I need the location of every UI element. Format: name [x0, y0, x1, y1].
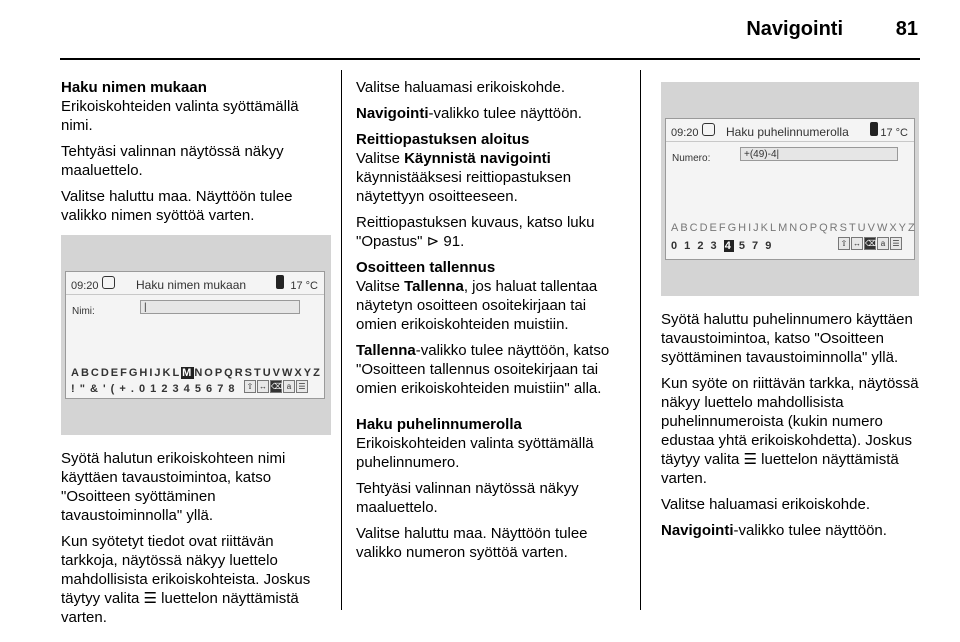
paragraph: Valitse haluamasi erikoiskohde. — [661, 496, 870, 513]
paragraph: Syötä halutun erikoiskohteen nimi käyttäen tavaustoimintoa, katso "Osoitteen syöttäminen tavaustoiminnolla" yllä. — [61, 450, 286, 524]
paragraph: Navigointi-valikko tulee näyttöön. — [661, 522, 887, 539]
cursor-arrows-icon[interactable]: ↔ — [259, 382, 267, 391]
paragraph: Reittiopastuksen kuvaus, katso luku "Opastus" ⊳ 91. — [356, 214, 595, 250]
cursor-arrows-icon[interactable]: ↔ — [853, 239, 861, 248]
page-number: 81 — [895, 18, 918, 40]
column-2 — [356, 78, 626, 569]
screen-title: Haku puhelinnumerolla — [726, 125, 849, 139]
section-heading: Haku puhelinnumerolla — [356, 416, 522, 433]
paragraph: Valitse Tallenna, jos haluat tallentaa näytetyn osoitteen osoitekirjaan tai omien erikoiskohteiden muistiin. — [356, 278, 598, 333]
column-divider — [341, 70, 342, 610]
name-input[interactable]: | — [140, 300, 300, 314]
number-input[interactable]: +(49)-4| — [740, 147, 898, 161]
keyboard-row-symbols[interactable]: ! " & ' ( + . 0 1 2 3 4 5 6 7 8 — [71, 383, 236, 395]
paragraph: Tehtyäsi valinnan näytössä näkyy maaluettelo. — [356, 480, 579, 516]
keyboard-row-letters[interactable]: ABCDEFGHIJKLMNOPQRSTUVWXYZ — [71, 367, 322, 379]
paragraph: Kun syötetyt tiedot ovat riittävän tarkkoja, näytössä näkyy luettelo mahdollisista erikoiskohteista. Joskus täytyy valita ☰ luettelon näyttämistä varten. — [61, 533, 311, 626]
screen-title: Haku nimen mukaan — [136, 278, 247, 292]
clock-time: 09:20 — [71, 280, 99, 292]
case-toggle-icon[interactable]: a — [877, 237, 889, 250]
menu-name: Navigointi — [661, 522, 734, 539]
paragraph: Kun syöte on riittävän tarkka, näytössä näkyy luettelo mahdollisista puhelinnumeroista (kukin numero edustaa yhtä erikoiskohdetta). Joskus täytyy valita ☰ luettelon näyttämistä varten. — [661, 375, 919, 487]
clock-icon — [102, 276, 115, 289]
backspace-icon[interactable]: ⌫ — [271, 382, 283, 391]
header-rule — [60, 58, 920, 60]
column-1 — [61, 78, 331, 634]
clock-time: 09:20 — [671, 127, 699, 139]
screenshot-phone-search — [661, 82, 919, 296]
screen-status-bar — [66, 272, 324, 295]
list-icon[interactable]: ☰ — [890, 237, 902, 250]
chapter-title: Navigointi — [746, 18, 843, 40]
keyboard-controls — [244, 380, 308, 393]
menu-item-name: Tallenna — [404, 278, 464, 295]
case-toggle-icon[interactable]: a — [283, 380, 295, 393]
column-divider — [640, 70, 641, 610]
paragraph: Valitse haluttu maa. Näyttöön tulee valikko numeron syöttöä varten. — [356, 525, 588, 561]
display-screen — [65, 271, 325, 399]
paragraph: Erikoiskohteiden valinta syöttämällä nimi. — [61, 98, 299, 134]
display-screen — [665, 118, 915, 260]
paragraph: Tehtyäsi valinnan näytössä näkyy maaluettelo. — [61, 143, 284, 179]
paragraph: Valitse haluamasi erikoiskohde. — [356, 79, 565, 96]
menu-item-name: Käynnistä navigointi — [404, 150, 551, 167]
selected-key[interactable]: M — [182, 367, 194, 379]
field-label: Numero: — [672, 153, 711, 164]
keyboard-row-digits[interactable]: 0 1 2 3 4 5 7 9 — [671, 240, 774, 252]
paragraph: Erikoiskohteiden valinta syöttämällä puhelinnumero. — [356, 435, 594, 471]
column-3 — [661, 78, 919, 547]
menu-name: Navigointi — [356, 105, 429, 122]
paragraph: Valitse Käynnistä navigointi käynnistääksesi reittiopastuksen näytettyyn osoitteeseen. — [356, 150, 572, 205]
thermometer-icon — [276, 275, 284, 289]
temperature: 17 °C — [880, 127, 908, 139]
thermometer-icon — [870, 122, 878, 136]
page-header — [0, 0, 960, 60]
shift-icon[interactable]: ⇧ — [838, 237, 850, 250]
section-heading: Reittiopastuksen aloitus — [356, 131, 530, 148]
list-icon[interactable]: ☰ — [296, 380, 308, 393]
screenshot-name-search — [61, 235, 331, 435]
temperature: 17 °C — [290, 280, 318, 292]
paragraph: Tallenna-valikko tulee näyttöön, katso "Osoitteen tallennus osoitekirjaan tai omien erikoiskohteiden muistiin" alla. — [356, 342, 610, 397]
menu-name: Tallenna — [356, 342, 416, 359]
screen-status-bar — [666, 119, 914, 142]
clock-icon — [702, 123, 715, 136]
section-heading: Haku nimen mukaan — [61, 79, 207, 96]
backspace-icon[interactable]: ⌫ — [865, 239, 877, 248]
paragraph: Valitse haluttu maa. Näyttöön tulee valikko nimen syöttöä varten. — [61, 188, 293, 224]
keyboard-row-letters[interactable]: ABCDEFGHIJKLMNOPQRSTUVWXYZ — [671, 222, 917, 234]
field-label: Nimi: — [72, 306, 95, 317]
paragraph: Navigointi-valikko tulee näyttöön. — [356, 105, 582, 122]
paragraph: Syötä haluttu puhelinnumero käyttäen tavaustoimintoa, katso "Osoitteen syöttäminen tavaustoiminnolla" yllä. — [661, 311, 913, 366]
selected-key[interactable]: 4 — [724, 240, 733, 252]
shift-icon[interactable]: ⇧ — [244, 380, 256, 393]
keyboard-controls — [838, 237, 902, 250]
section-heading: Osoitteen tallennus — [356, 259, 496, 276]
